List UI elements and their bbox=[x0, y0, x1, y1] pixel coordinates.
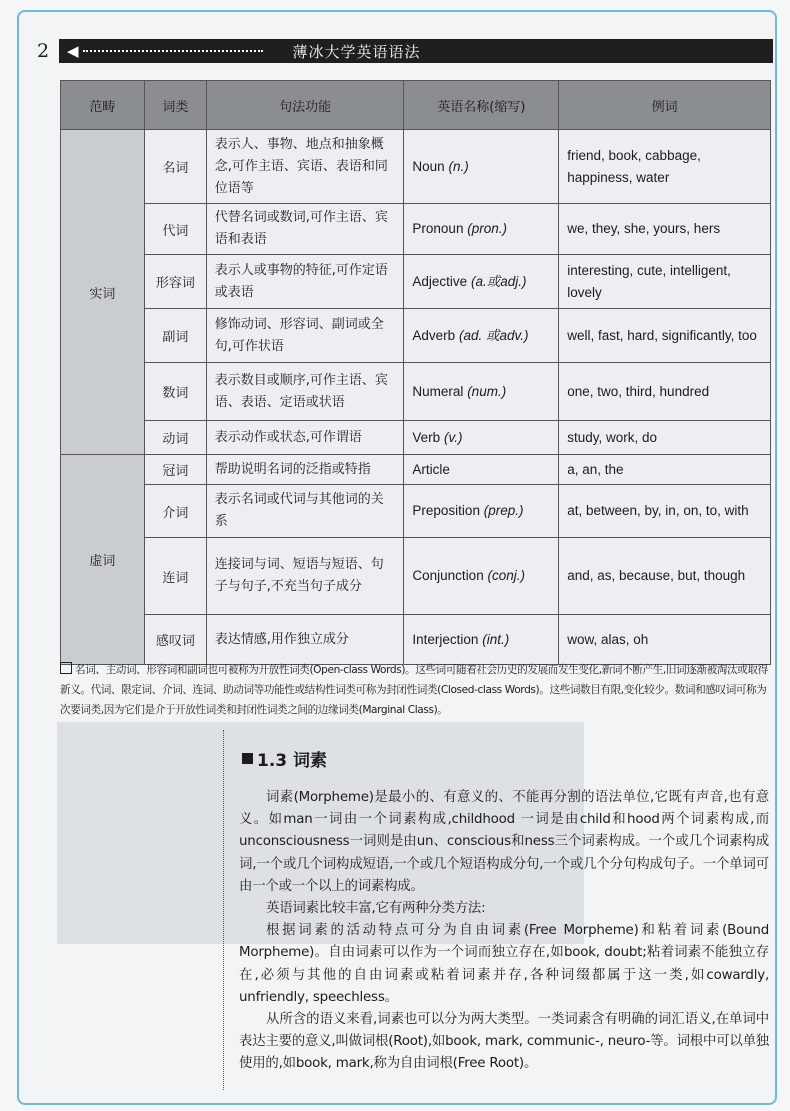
examples-cell: one, two, third, hundred bbox=[559, 363, 771, 421]
examples-cell: and, as, because, but, though bbox=[559, 538, 771, 615]
english-name-cell: Conjunction (conj.) bbox=[404, 538, 559, 615]
category-content-words: 实词 bbox=[61, 130, 145, 455]
english-name-cell: Adverb (ad. 或adv.) bbox=[404, 309, 559, 363]
parts-of-speech-table bbox=[60, 80, 771, 665]
function-cell: 连接词与词、短语与短语、句子与句子,不充当句子成分 bbox=[206, 538, 404, 615]
table-row bbox=[61, 130, 771, 204]
function-cell: 表示名词或代词与其他词的关系 bbox=[206, 485, 404, 538]
category-function-words: 虚词 bbox=[61, 455, 145, 665]
table-row bbox=[61, 455, 771, 485]
table-header-row bbox=[61, 81, 771, 130]
examples-cell: wow, alas, oh bbox=[559, 615, 771, 665]
function-cell: 表达情感,用作独立成分 bbox=[206, 615, 404, 665]
table-row bbox=[61, 485, 771, 538]
header-english-name: 英语名称(缩写) bbox=[404, 81, 559, 130]
header-syntactic-function: 句法功能 bbox=[206, 81, 404, 130]
english-name-cell: Interjection (int.) bbox=[404, 615, 559, 665]
checkbox-square-icon bbox=[60, 662, 72, 674]
table-note bbox=[60, 660, 772, 720]
section-heading bbox=[242, 746, 327, 771]
function-cell: 表示动作或状态,可作谓语 bbox=[206, 421, 404, 455]
examples-cell: we, they, she, yours, hers bbox=[559, 204, 771, 255]
section-title: 1.3 词素 bbox=[257, 751, 328, 771]
paragraph: 根据词素的活动特点可分为自由词素(Free Morpheme)和粘着词素(Bound Morpheme)。自由词素可以作为一个词而独立存在,如book, doubt;粘着词素不能独立存在,必须与其他的自由词素或粘着词素并存,各种词缀都属于这一类,如cowardly, unfriendly, speechless。 bbox=[239, 923, 769, 1005]
header-dotted-line bbox=[83, 50, 263, 52]
english-name-cell: Article bbox=[404, 455, 559, 485]
word-class: 连词 bbox=[144, 538, 206, 615]
word-class: 数词 bbox=[144, 363, 206, 421]
dotted-divider bbox=[223, 730, 224, 1090]
word-class: 形容词 bbox=[144, 255, 206, 309]
header-category: 范畴 bbox=[61, 81, 145, 130]
examples-cell: well, fast, hard, significantly, too bbox=[559, 309, 771, 363]
header-word-class: 词类 bbox=[144, 81, 206, 130]
word-class: 冠词 bbox=[144, 455, 206, 485]
table-row bbox=[61, 363, 771, 421]
function-cell: 表示人或事物的特征,可作定语或表语 bbox=[206, 255, 404, 309]
running-header bbox=[59, 39, 773, 63]
paragraph: 英语词素比较丰富,它有两种分类方法: bbox=[266, 901, 486, 917]
examples-cell: friend, book, cabbage, happiness, water bbox=[559, 130, 771, 204]
word-class: 副词 bbox=[144, 309, 206, 363]
table-row bbox=[61, 615, 771, 665]
function-cell: 修饰动词、形容词、副词或全句,可作状语 bbox=[206, 309, 404, 363]
table-row bbox=[61, 255, 771, 309]
examples-cell: interesting, cute, intelligent, lovely bbox=[559, 255, 771, 309]
header-examples: 例词 bbox=[559, 81, 771, 130]
left-arrow-icon: ◀ bbox=[67, 41, 79, 60]
word-class: 名词 bbox=[144, 130, 206, 204]
square-bullet-icon bbox=[242, 753, 253, 764]
page-number: 2 bbox=[37, 40, 50, 62]
examples-cell: at, between, by, in, on, to, with bbox=[559, 485, 771, 538]
examples-cell: a, an, the bbox=[559, 455, 771, 485]
english-name-cell: Preposition (prep.) bbox=[404, 485, 559, 538]
english-name-cell: Pronoun (pron.) bbox=[404, 204, 559, 255]
function-cell: 表示人、事物、地点和抽象概念,可作主语、宾语、表语和同位语等 bbox=[206, 130, 404, 204]
english-name-cell: Verb (v.) bbox=[404, 421, 559, 455]
table-row bbox=[61, 204, 771, 255]
english-name-cell: Noun (n.) bbox=[404, 130, 559, 204]
note-text: 名词、主动词、形容词和副词也可被称为开放性词类(Open-class Words)。这些词可随着社会历史的发展而发生变化,新词不断产生,旧词逐渐被淘汰或取得新义。代词、限定词、介词、连词、助动词等功能性或结构性词类可称为封闭性词类(Closed-class Words)。这些词数目有限,变化较少。数词和感叹词可称为次要词类,因为它们是介于开放性词类和封闭性词类之间的边缘词类(Marginal Class)。 bbox=[60, 664, 768, 716]
table-row bbox=[61, 538, 771, 615]
book-title: 薄冰大学英语语法 bbox=[292, 42, 421, 61]
function-cell: 帮助说明名词的泛指或特指 bbox=[206, 455, 404, 485]
word-class: 代词 bbox=[144, 204, 206, 255]
english-name-cell: Adjective (a.或adj.) bbox=[404, 255, 559, 309]
word-class: 动词 bbox=[144, 421, 206, 455]
examples-cell: study, work, do bbox=[559, 421, 771, 455]
word-class: 感叹词 bbox=[144, 615, 206, 665]
english-name-cell: Numeral (num.) bbox=[404, 363, 559, 421]
paragraph: 词素(Morpheme)是最小的、有意义的、不能再分割的语法单位,它既有声音,也有意义。如man一词由一个词素构成,childhood 一词是由child和hood两个词素构成,而unconsciousness一词则是由un、conscious和ness三个词素构成。一个或几个词素构成词,一个或几个词构成短语,一个或几个短语构成分句,一个或几个分句构成句子。一个单词可由一个或一个以上的词素构成。 bbox=[239, 790, 769, 894]
word-class: 介词 bbox=[144, 485, 206, 538]
table-row bbox=[61, 309, 771, 363]
function-cell: 表示数目或顺序,可作主语、宾语、表语、定语或状语 bbox=[206, 363, 404, 421]
paragraph: 从所含的语义来看,词素也可以分为两大类型。一类词素含有明确的词汇语义,在单词中表达主要的意义,叫做词根(Root),如book, mark, communic-, neuro-等。词根中可以单独使用的,如book, mark,称为自由词根(Free Root)。 bbox=[239, 1012, 769, 1072]
table-row bbox=[61, 421, 771, 455]
function-cell: 代替名词或数词,可作主语、宾语和表语 bbox=[206, 204, 404, 255]
section-body bbox=[239, 787, 769, 1076]
